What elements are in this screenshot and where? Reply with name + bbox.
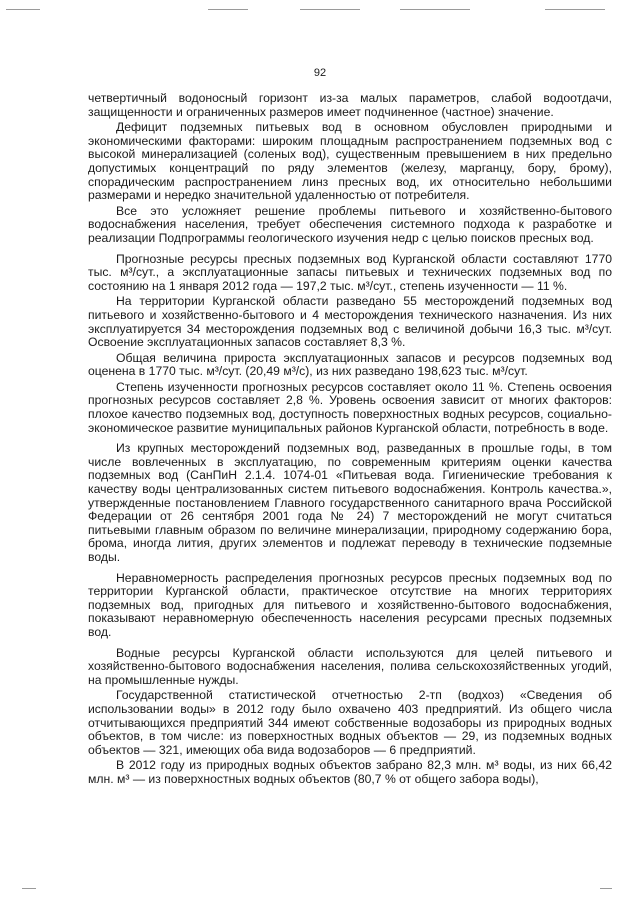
paragraph-complication: Все это усложняет решение проблемы питьевого и хозяйственно-бытового водоснабжения населения, требует обеспечения системного подхода к разработке и реализации Подпрограммы геологического изучения недр с целью поисков пресных вод. — [88, 203, 612, 245]
page-number: 92 — [313, 67, 327, 79]
paragraph-study-degree: Степень изученности прогнозных ресурсов составляет около 11 %. Степень освоения прогнозных ресурсов составляет 2,8 %. Уровень освоения зависит от многих факторов: плохое качество подземных вод, доступность поверхностных водных ресурсов, социально-экономическое развитие муниципальных районов Курганской области, потребность в воде. — [88, 379, 612, 435]
paragraph-deposits: На территории Курганской области разведано 55 месторождений подземных вод питьевого и хозяйственно-бытового и 4 месторождения технического назначения. Из них эксплуатируется 34 месторождения подземных вод с величиной добычи 16,3 тыс. м³/сут. Освоение эксплуатационных запасов составляет 8,3 %. — [88, 294, 612, 350]
paragraph-aquifer: четвертичный водоносный горизонт из-за малых параметров, слабой водоотдачи, защищенности и ограниченных размеров имеет подчиненное (частное) значение. — [88, 91, 612, 119]
paragraph-water-use: Водные ресурсы Курганской области используются для целей питьевого и хозяйственно-бытового водоснабжения населения, полива сельскохозяйственных угодий, на промышленные нужды. — [88, 645, 612, 687]
paragraph-increment: Общая величина прироста эксплуатационных запасов и ресурсов подземных вод оценена в 1770 тыс. м³/сут. (20,49 м³/с), из них разведано 198,623 тыс. м³/сут. — [88, 350, 612, 379]
paragraph-forecast-resources: Прогнозные ресурсы пресных подземных вод Курганской области составляют 1770 тыс. м³/сут., а эксплуатационные запасы питьевых и технических подземных вод по состоянию на 1 января 2012 года — 197,2 тыс. м³/сут., степень изученности — 11 %. — [88, 251, 612, 293]
document-body — [88, 92, 612, 789]
paragraph-deficit: Дефицит подземных питьевых вод в основном обусловлен природными и экономическими факторами: широким площадным распространением подземных вод с высокой минерализацией (соленых вод), существенным превышением в них предельно допустимых концентраций по ряду элементов (железу, марганцу, бору, брому), спорадическим распространением линз пресных вод, их относительно небольшими размерами и нередко значительной удаленностью от потребителя. — [88, 120, 612, 203]
paragraph-large-deposits: Из крупных месторождений подземных вод, разведанных в прошлые годы, в том числе вовлеченных в эксплуатацию, по современным критериям оценки качества подземных вод (СанПиН 2.1.4. 1074-01 «Питьевая вода. Гигиенические требования к качеству воды централизованных систем питьевого водоснабжения. Контроль качества.», утвержденные постановлением Главного государственного санитарного врача Российской Федерации от 26 сентября 2001 года № 24) 7 месторождений не могут считаться питьевыми главным образом по величине минерализации, природному содержанию бора, брома, иногда лития, других элементов и подлежат переводу в технические подземные воды. — [88, 441, 612, 564]
paragraph-statistics: Государственной статистической отчетностью 2-тп (водхоз) «Сведения об использовании воды» в 2012 году было охвачено 403 предприятий. Из общего числа отчитывающихся предприятий 344 имеют собственные водозаборы из природных водных объектов, в том числе: из поверхностных водных объектов — 29, из подземных водных объектов — 321, имеющих оба вида водозаборов — 6 предприятий. — [88, 688, 612, 757]
paragraph-uneven-distribution: Неравномерность распределения прогнозных ресурсов пресных подземных вод по территории Курганской области, практическое отсутствие на многих территориях подземных вод, пригодных для питьевого и хозяйственно-бытового водоснабжения, показывают неравномерную обеспеченность населения ресурсами пресных подземных вод. — [88, 570, 612, 639]
paragraph-withdrawal: В 2012 году из природных водных объектов забрано 82,3 млн. м³ воды, из них 66,42 млн. м³ — из поверхностных водных объектов (80,7 % от общего забора воды), — [88, 758, 612, 786]
